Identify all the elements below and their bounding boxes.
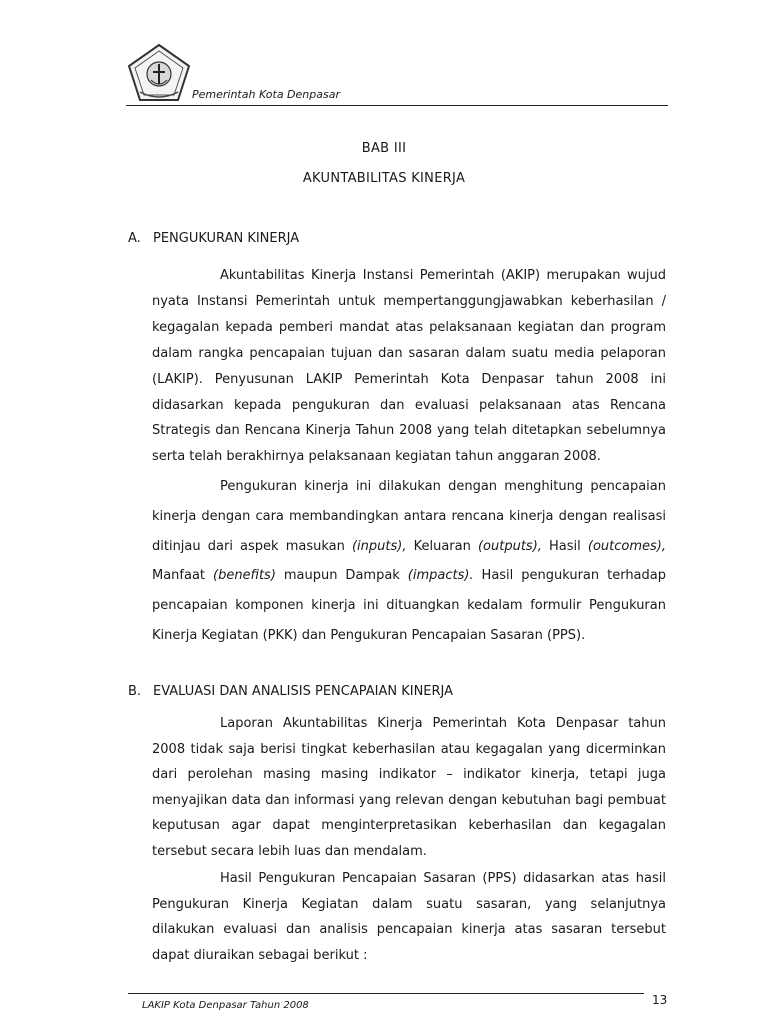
text-run: Hasil — [541, 538, 588, 554]
section-b-letter: B. — [128, 684, 142, 699]
footer-text: LAKIP Kota Denpasar Tahun 2008 — [142, 1000, 309, 1011]
paragraph-text: Akuntabilitas Kinerja Instansi Pemerintah (AKIP) merupakan wujud nyata Instansi Pemerintah untuk mempertanggungjawabkan keberhasilan / kegagalan kepada pemberi mandat atas pelaksanaan kegiatan dan program dalam rangka pencapaian tujuan dan sasaran dalam suatu media pelaporan (LAKIP). Penyusunan LAKIP Pemerintah Kota Denpasar tahun 2008 ini didasarkan kepada pengukuran dan evaluasi pelaksanaan atas Rencana Strategis dan Rencana Kinerja Tahun 2008 yang telah ditetapkan sebelumnya serta telah berakhirnya pelaksanaan kegiatan tahun anggaran 2008. — [152, 268, 666, 465]
section-a-heading — [128, 231, 299, 246]
section-a-title: PENGUKURAN KINERJA — [153, 231, 300, 246]
section-b-heading — [128, 684, 453, 699]
section-a-letter: A. — [128, 231, 141, 246]
term-outcomes: (outcomes), — [587, 538, 666, 554]
paragraph-text — [152, 472, 666, 651]
chapter-label: BAB III — [361, 141, 407, 156]
section-b-paragraph-1 — [152, 711, 666, 865]
term-outputs: (outputs), — [477, 538, 542, 554]
page-number: 13 — [652, 993, 668, 1007]
section-b-title: EVALUASI DAN ANALISIS PENCAPAIAN KINERJA — [153, 684, 454, 699]
header-institution: Pemerintah Kota Denpasar — [192, 88, 340, 101]
footer-divider — [128, 993, 644, 994]
term-benefits: (benefits) — [213, 568, 276, 584]
section-a-paragraph-1 — [152, 263, 666, 470]
header-divider — [126, 105, 668, 106]
text-run: Manfaat — [152, 568, 213, 584]
paragraph-text: Hasil Pengukuran Pencapaian Sasaran (PPS) didasarkan atas hasil Pengukuran Kinerja Kegiatan dalam suatu sasaran, yang selanjutnya dilakukan evaluasi dan analisis pencapaian kinerja atas sasaran tersebut dapat diuraikan sebagai berikut : — [152, 871, 666, 963]
term-impacts: (impacts). — [407, 568, 474, 584]
section-a-paragraph-2 — [152, 472, 666, 651]
text-run: maupun Dampak — [275, 568, 408, 584]
chapter-title: AKUNTABILITAS KINERJA — [302, 171, 466, 186]
section-b-paragraph-2 — [152, 866, 666, 968]
paragraph-text: Laporan Akuntabilitas Kinerja Pemerintah Kota Denpasar tahun 2008 tidak saja berisi tingkat keberhasilan atau kegagalan yang dicerminkan dari perolehan masing masing indikator – indikator kinerja, tetapi juga menyajikan data dan informasi yang relevan dengan kebutuhan bagi pembuat keputusan agar dapat menginterpretasikan keberhasilan dan kegagalan tersebut secara lebih luas dan mendalam. — [152, 716, 666, 859]
text-run: Keluaran — [406, 538, 478, 554]
text-run: Hasil pengukuran terhadap pencapaian komponen kinerja ini dituangkan kedalam formulir Pengukuran Kinerja Kegiatan (PKK) dan Pengukuran Pencapaian Sasaran (PPS). — [152, 568, 666, 643]
term-inputs: (inputs), — [351, 538, 407, 554]
city-emblem-logo — [126, 42, 192, 104]
text-run: Pengukuran kinerja ini dilakukan dengan menghitung pencapaian kinerja dengan cara membandingkan antara rencana kinerja dengan realisasi ditinjau dari aspek masukan — [152, 479, 666, 554]
